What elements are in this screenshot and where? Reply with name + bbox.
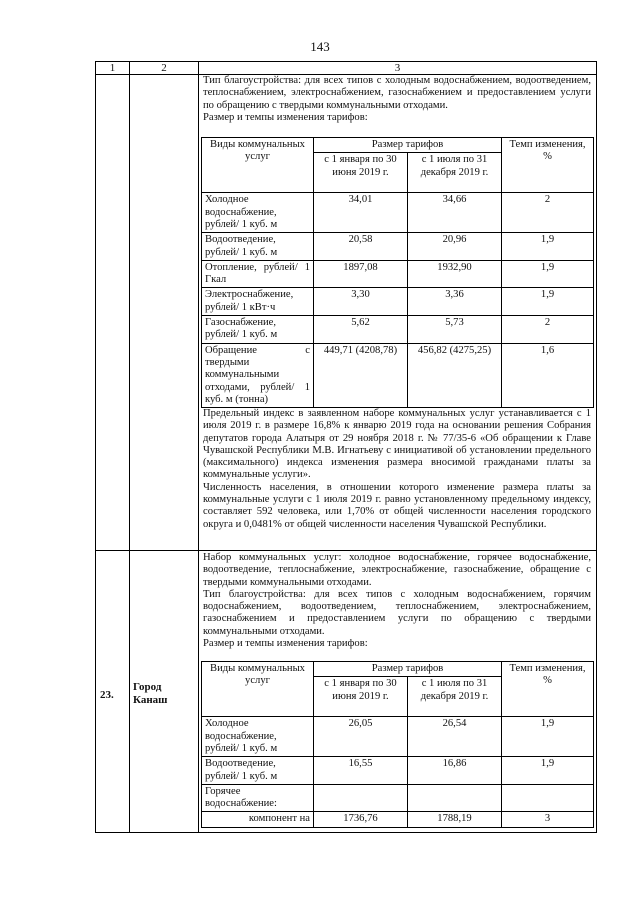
block1-notes: [203, 408, 591, 531]
table-row: Отопление, рублей/ 1 Гкал 1897,08 1932,90 1,9: [202, 260, 594, 288]
block2-text: [203, 552, 591, 650]
header-col-2: 2: [161, 62, 167, 74]
block1-note-population: Численность населения, в отношении которого изменение размера платы за коммунальные услуги с 1 июля 2019 г. равно установленному предельному индексу, составляет 592 человека, или 1,70% от общей численности населения городского округа и 0,0481% от общей численности населения Чувашской Республики.: [203, 481, 591, 530]
th-jan: с 1 января по 30 июня 2019 г.: [314, 153, 408, 193]
th-size: Размер тарифов: [314, 662, 502, 677]
th-jul: с 1 июля по 31 декабря 2019 г.: [408, 153, 502, 193]
block1-tariff-title: Размер и темпы изменения тарифов:: [203, 111, 368, 123]
block1-tariff-table: [201, 137, 594, 408]
page-number: 143: [310, 39, 330, 54]
block1-note-index: Предельный индекс в заявленном наборе коммунальных услуг устанавливается с 1 июля 2019 г. в размере 16,8% к январю 2019 года на основании решения Собрания депутатов города Алатыря от 29 ноября 2018 г. № 77/35-6 «Об обращении к Главе Чувашской Республики М.В. Игнатьеву с инициативой об установлении предельного (максимального) индекса изменения размера вносимой гражданами платы за коммунальные услуги».: [203, 408, 591, 481]
table-row: Электроснабжение, рублей/ 1 кВт·ч 3,30 3,36 1,9: [202, 288, 594, 316]
th-kinds: Виды коммунальных услуг: [202, 662, 314, 717]
th-jul: с 1 июля по 31 декабря 2019 г.: [408, 677, 502, 717]
table-row: Холодное водоснабжение, рублей/ 1 куб. м 34,01 34,66 2: [202, 193, 594, 233]
table-row: Горячее водоснабжение:: [202, 784, 594, 812]
th-kinds: Виды коммунальных услуг: [202, 138, 314, 193]
th-size: Размер тарифов: [314, 138, 502, 153]
block2-set: Набор коммунальных услуг: холодное водоснабжение, горячее водоснабжение, водоотведение, теплоснабжение, электроснабжение, газоснабжение, обращение с твердыми коммунальными отходами.: [203, 552, 591, 588]
table-row: Водоотведение, рублей/ 1 куб. м 20,58 20,96 1,9: [202, 233, 594, 261]
table-row: Холодное водоснабжение, рублей/ 1 куб. м 26,05 26,54 1,9: [202, 717, 594, 757]
block2-tariff-table: [201, 661, 594, 828]
th-rate: Темп изменения, %: [502, 138, 594, 193]
th-jan: с 1 января по 30 июня 2019 г.: [314, 677, 408, 717]
block2-type: Тип благоустройства: для всех типов с холодным водоснабжением, горячим водоснабжением, водоотведением, теплоснабжением, электроснабжением, газоснабжением и предоставлением услуги по обращению с твердыми коммунальными отходами.: [203, 588, 591, 637]
block2-tariff-title: Размер и темпы изменения тарифов:: [203, 638, 368, 650]
table-row: Обращение с твердыми коммунальными отходами, рублей/ 1 куб. м (тонна) 449,71 (4208,78) 456,82 (4275,25) 1,6: [202, 343, 594, 407]
th-rate: Темп изменения, %: [502, 662, 594, 717]
table-row: Водоотведение, рублей/ 1 куб. м 16,55 16,86 1,9: [202, 757, 594, 785]
table-row: компонент на 1736,76 1788,19 3: [202, 812, 594, 827]
row-city: Город Канаш: [133, 681, 168, 706]
header-col-3: 3: [394, 62, 401, 74]
header-col-1: 1: [109, 62, 116, 74]
row-number: 23.: [100, 689, 114, 701]
table-row: Газоснабжение, рублей/ 1 куб. м 5,62 5,73 2: [202, 316, 594, 344]
block1-intro: Тип благоустройства: для всех типов с холодным водоснабжением, водоотведением, теплоснабжением, электроснабжением, газоснабжением и предоставлением услуги по обращению с твердыми коммунальными отходами. Размер и темпы изменения тарифов:: [203, 75, 591, 123]
